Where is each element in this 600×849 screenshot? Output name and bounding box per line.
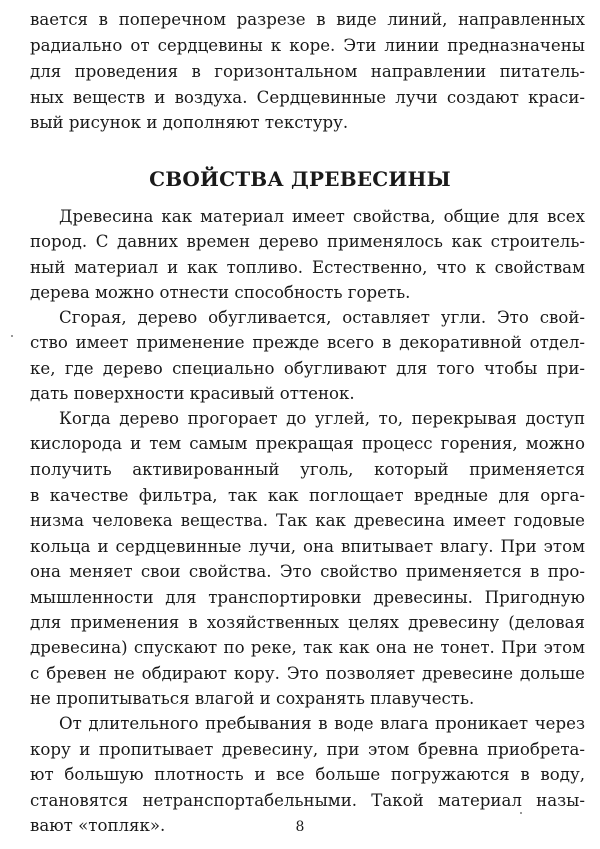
scan-speck	[11, 335, 13, 337]
paragraph-line: ный материал и как топливо. Естественно, что к свойствам	[30, 258, 585, 277]
paragraph-line: От длительного пребывания в воде влага проникает через	[59, 714, 585, 733]
paragraph-line: Когда дерево прогорает до углей, то, перекрывая доступ	[59, 409, 585, 428]
paragraph-line: вают «топляк».	[30, 816, 166, 835]
intro-line: для проведения в горизонтальном направлении питатель-	[30, 62, 585, 81]
section-heading: СВОЙСТВА ДРЕВЕСИНЫ	[149, 167, 451, 191]
paragraph-line: кислорода и тем самым прекращая процесс горения, можно	[30, 434, 585, 453]
paragraph-line: для применения в хозяйственных целях древесину (деловая	[30, 613, 585, 632]
paragraph-line: с бревен не обдирают кору. Это позволяет древесине дольше	[30, 664, 585, 683]
paragraph-line: в качестве фильтра, так как поглощает вредные для орга-	[30, 486, 585, 505]
scan-speck	[520, 812, 522, 814]
intro-line: радиально от сердцевины к коре. Эти линии предназначены	[30, 36, 585, 55]
paragraph-line: ке, где дерево специально обугливают для того чтобы при-	[30, 359, 585, 378]
paragraph-line: Древесина как материал имеет свойства, общие для всех	[59, 207, 585, 226]
paragraph-line: мышленности для транспортировки древесины. Пригодную	[30, 588, 585, 607]
paragraph-line: ство имеет применение прежде всего в декоративной отдел-	[30, 333, 585, 352]
intro-line: вается в поперечном разрезе в виде линий, направленных	[30, 10, 585, 29]
paragraph-line: кольца и сердцевинные лучи, она впитывает влагу. При этом	[30, 537, 585, 556]
paragraph-line: дать поверхности красивый оттенок.	[30, 384, 355, 403]
paragraph-line: низма человека вещества. Так как древесина имеет годовые	[30, 511, 585, 530]
paragraph-line: кору и пропитывает древесину, при этом бревна приобрета-	[30, 740, 585, 759]
paragraph-line: становятся нетранспортабельными. Такой материал назы-	[30, 791, 585, 810]
paragraph-line: она меняет свои свойства. Это свойство применяется в про-	[30, 562, 585, 581]
page-number	[0, 818, 600, 836]
paragraph-line: древесина) спускают по реке, так как она не тонет. При этом	[30, 638, 585, 657]
paragraph-line: Сгорая, дерево обугливается, оставляет угли. Это свой-	[59, 308, 585, 327]
paragraph-line: не пропитываться влагой и сохранять плавучесть.	[30, 689, 475, 708]
paragraph-line: ют большую плотность и все больше погружаются в воду,	[30, 765, 585, 784]
paragraph-line: пород. С давних времен дерево применялось как строитель-	[30, 232, 585, 251]
page-number-text: 8	[295, 819, 305, 835]
intro-line: вый рисунок и дополняют текстуру.	[30, 113, 349, 132]
paragraph-line: дерева можно отнести способность гореть.	[30, 283, 411, 302]
intro-line: ных веществ и воздуха. Сердцевинные лучи создают краси-	[30, 88, 585, 107]
paragraph-line: получить активированный уголь, который применяется	[30, 460, 585, 479]
